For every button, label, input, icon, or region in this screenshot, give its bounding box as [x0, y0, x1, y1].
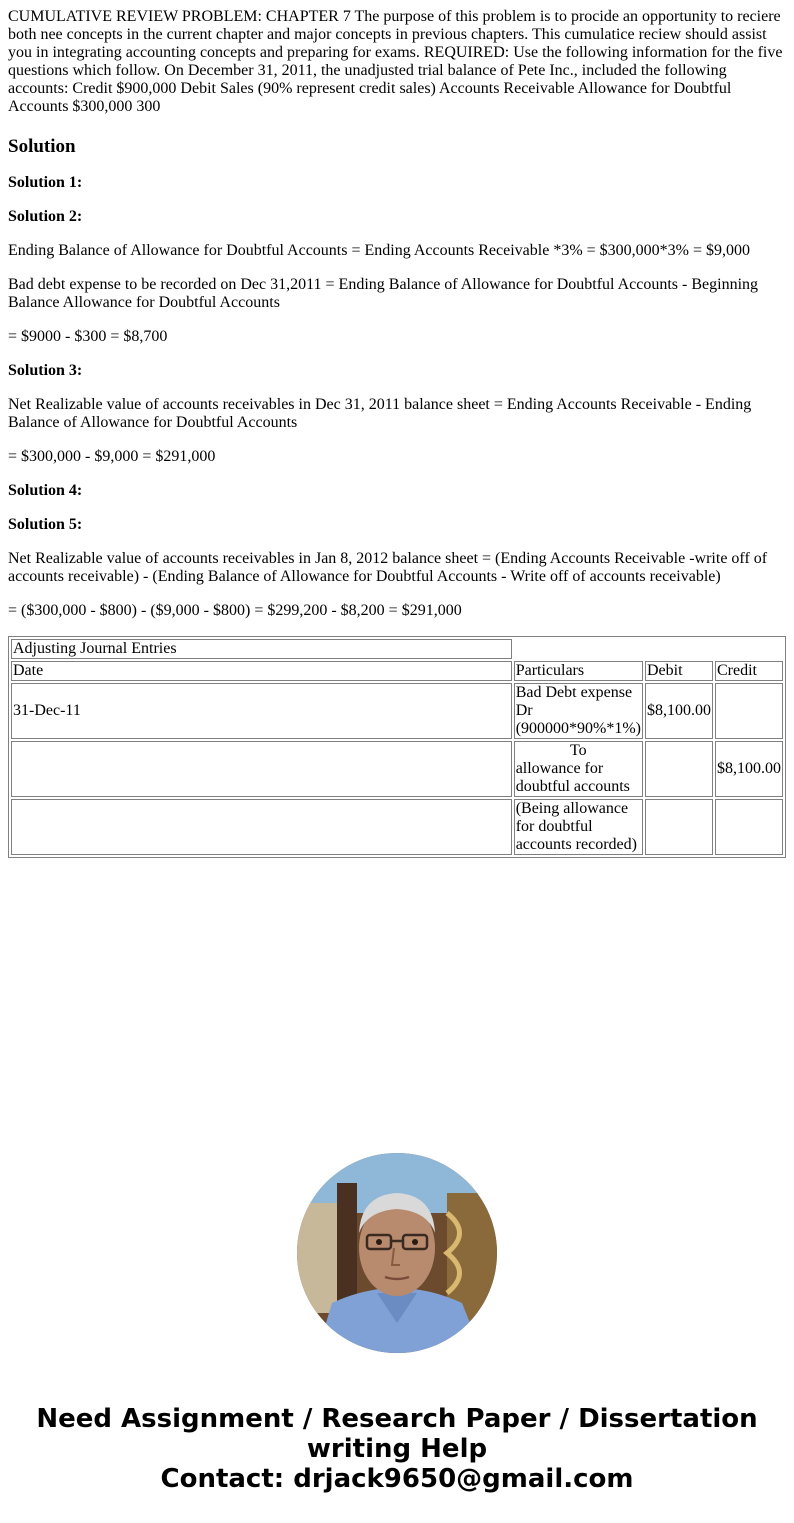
problem-statement: CUMULATIVE REVIEW PROBLEM: CHAPTER 7 The purpose of this problem is to procide an opportunity to reciere both nee concepts in the current chapter and major concepts in previous chapters. This cumulatice reciew should assist you in integrating accounting concepts and preparing for exams. REQUIRED: Use the following information for the five questions which follow. On December 31, 2011, the unadjusted trial balance of Pete Inc., included the following accounts: Credit $900,000 Debit Sales (90% represent credit sales) Accounts Receivable Allowance for Doubtful Accounts $300,000 300 [8, 8, 783, 115]
row-1-particulars: Bad Debt expense Dr (900000*90%*1%) [515, 684, 641, 737]
table-row [11, 799, 783, 855]
table-title-spacer [514, 639, 783, 659]
promo-line-2: writing Help [306, 1434, 488, 1464]
table-title: Adjusting Journal Entries [11, 639, 512, 659]
row-2-credit: $8,100.00 [715, 741, 783, 797]
solution-2-line-1: Ending Balance of Allowance for Doubtful Accounts = Ending Accounts Receivable *3% = $300,000*3% = $9,000 [8, 242, 751, 259]
row-2-particulars-to: To [570, 742, 587, 759]
row-3-credit [715, 799, 783, 855]
author-avatar [297, 1153, 497, 1353]
row-3-debit [645, 799, 713, 855]
solution-3-line-1: Net Realizable value of accounts receivables in Dec 31, 2011 balance sheet = Ending Accounts Receivable - Ending Balance of Allowance for Doubtful Accounts [8, 396, 752, 431]
promo-contact[interactable]: Contact: drjack9650@gmail.com [160, 1464, 634, 1494]
solution-heading: Solution [8, 136, 76, 157]
row-1-debit: $8,100.00 [645, 683, 713, 739]
row-2-particulars: allowance for doubtful accounts [515, 760, 630, 795]
row-1-date: 31-Dec-11 [11, 683, 512, 739]
solution-2-title: Solution 2: [8, 208, 83, 225]
table-row [11, 683, 783, 739]
solution-1-title: Solution 1: [8, 174, 83, 191]
solution-4-title: Solution 4: [8, 482, 83, 499]
promo-banner [0, 1404, 794, 1494]
solution-3-line-2: = $300,000 - $9,000 = $291,000 [8, 448, 216, 465]
table-row [11, 741, 783, 797]
adjusting-journal-table [8, 636, 786, 858]
table-header-row [11, 661, 783, 681]
header-debit: Debit [645, 661, 713, 681]
header-date: Date [11, 661, 512, 681]
header-credit: Credit [715, 661, 783, 681]
document-content [8, 8, 786, 858]
row-2-particulars-cell [514, 741, 643, 797]
promo-line-1: Need Assignment / Research Paper / Dissertation [36, 1404, 758, 1434]
solution-5-title: Solution 5: [8, 516, 83, 533]
solution-3-title: Solution 3: [8, 362, 83, 379]
solution-2-line-3: = $9000 - $300 = $8,700 [8, 328, 168, 345]
row-2-date [11, 741, 512, 797]
header-particulars: Particulars [514, 661, 643, 681]
author-portrait-icon [297, 1153, 497, 1353]
row-2-debit [645, 741, 713, 797]
solution-5-line-2: = ($300,000 - $800) - ($9,000 - $800) = $299,200 - $8,200 = $291,000 [8, 602, 462, 619]
solution-2-line-2: Bad debt expense to be recorded on Dec 31,2011 = Ending Balance of Allowance for Doubtful Accounts - Beginning Balance Allowance for Doubtful Accounts [8, 276, 759, 311]
table-title-row [11, 639, 783, 659]
solution-5-line-1: Net Realizable value of accounts receivables in Jan 8, 2012 balance sheet = (Ending Accounts Receivable -write off of accounts receivable) - (Ending Balance of Allowance for Doubtful Accounts - Write off of accounts receivable) [8, 550, 768, 585]
row-1-credit [715, 683, 783, 739]
row-3-particulars: (Being allowance for doubtful accounts recorded) [514, 799, 643, 855]
row-3-date [11, 799, 512, 855]
